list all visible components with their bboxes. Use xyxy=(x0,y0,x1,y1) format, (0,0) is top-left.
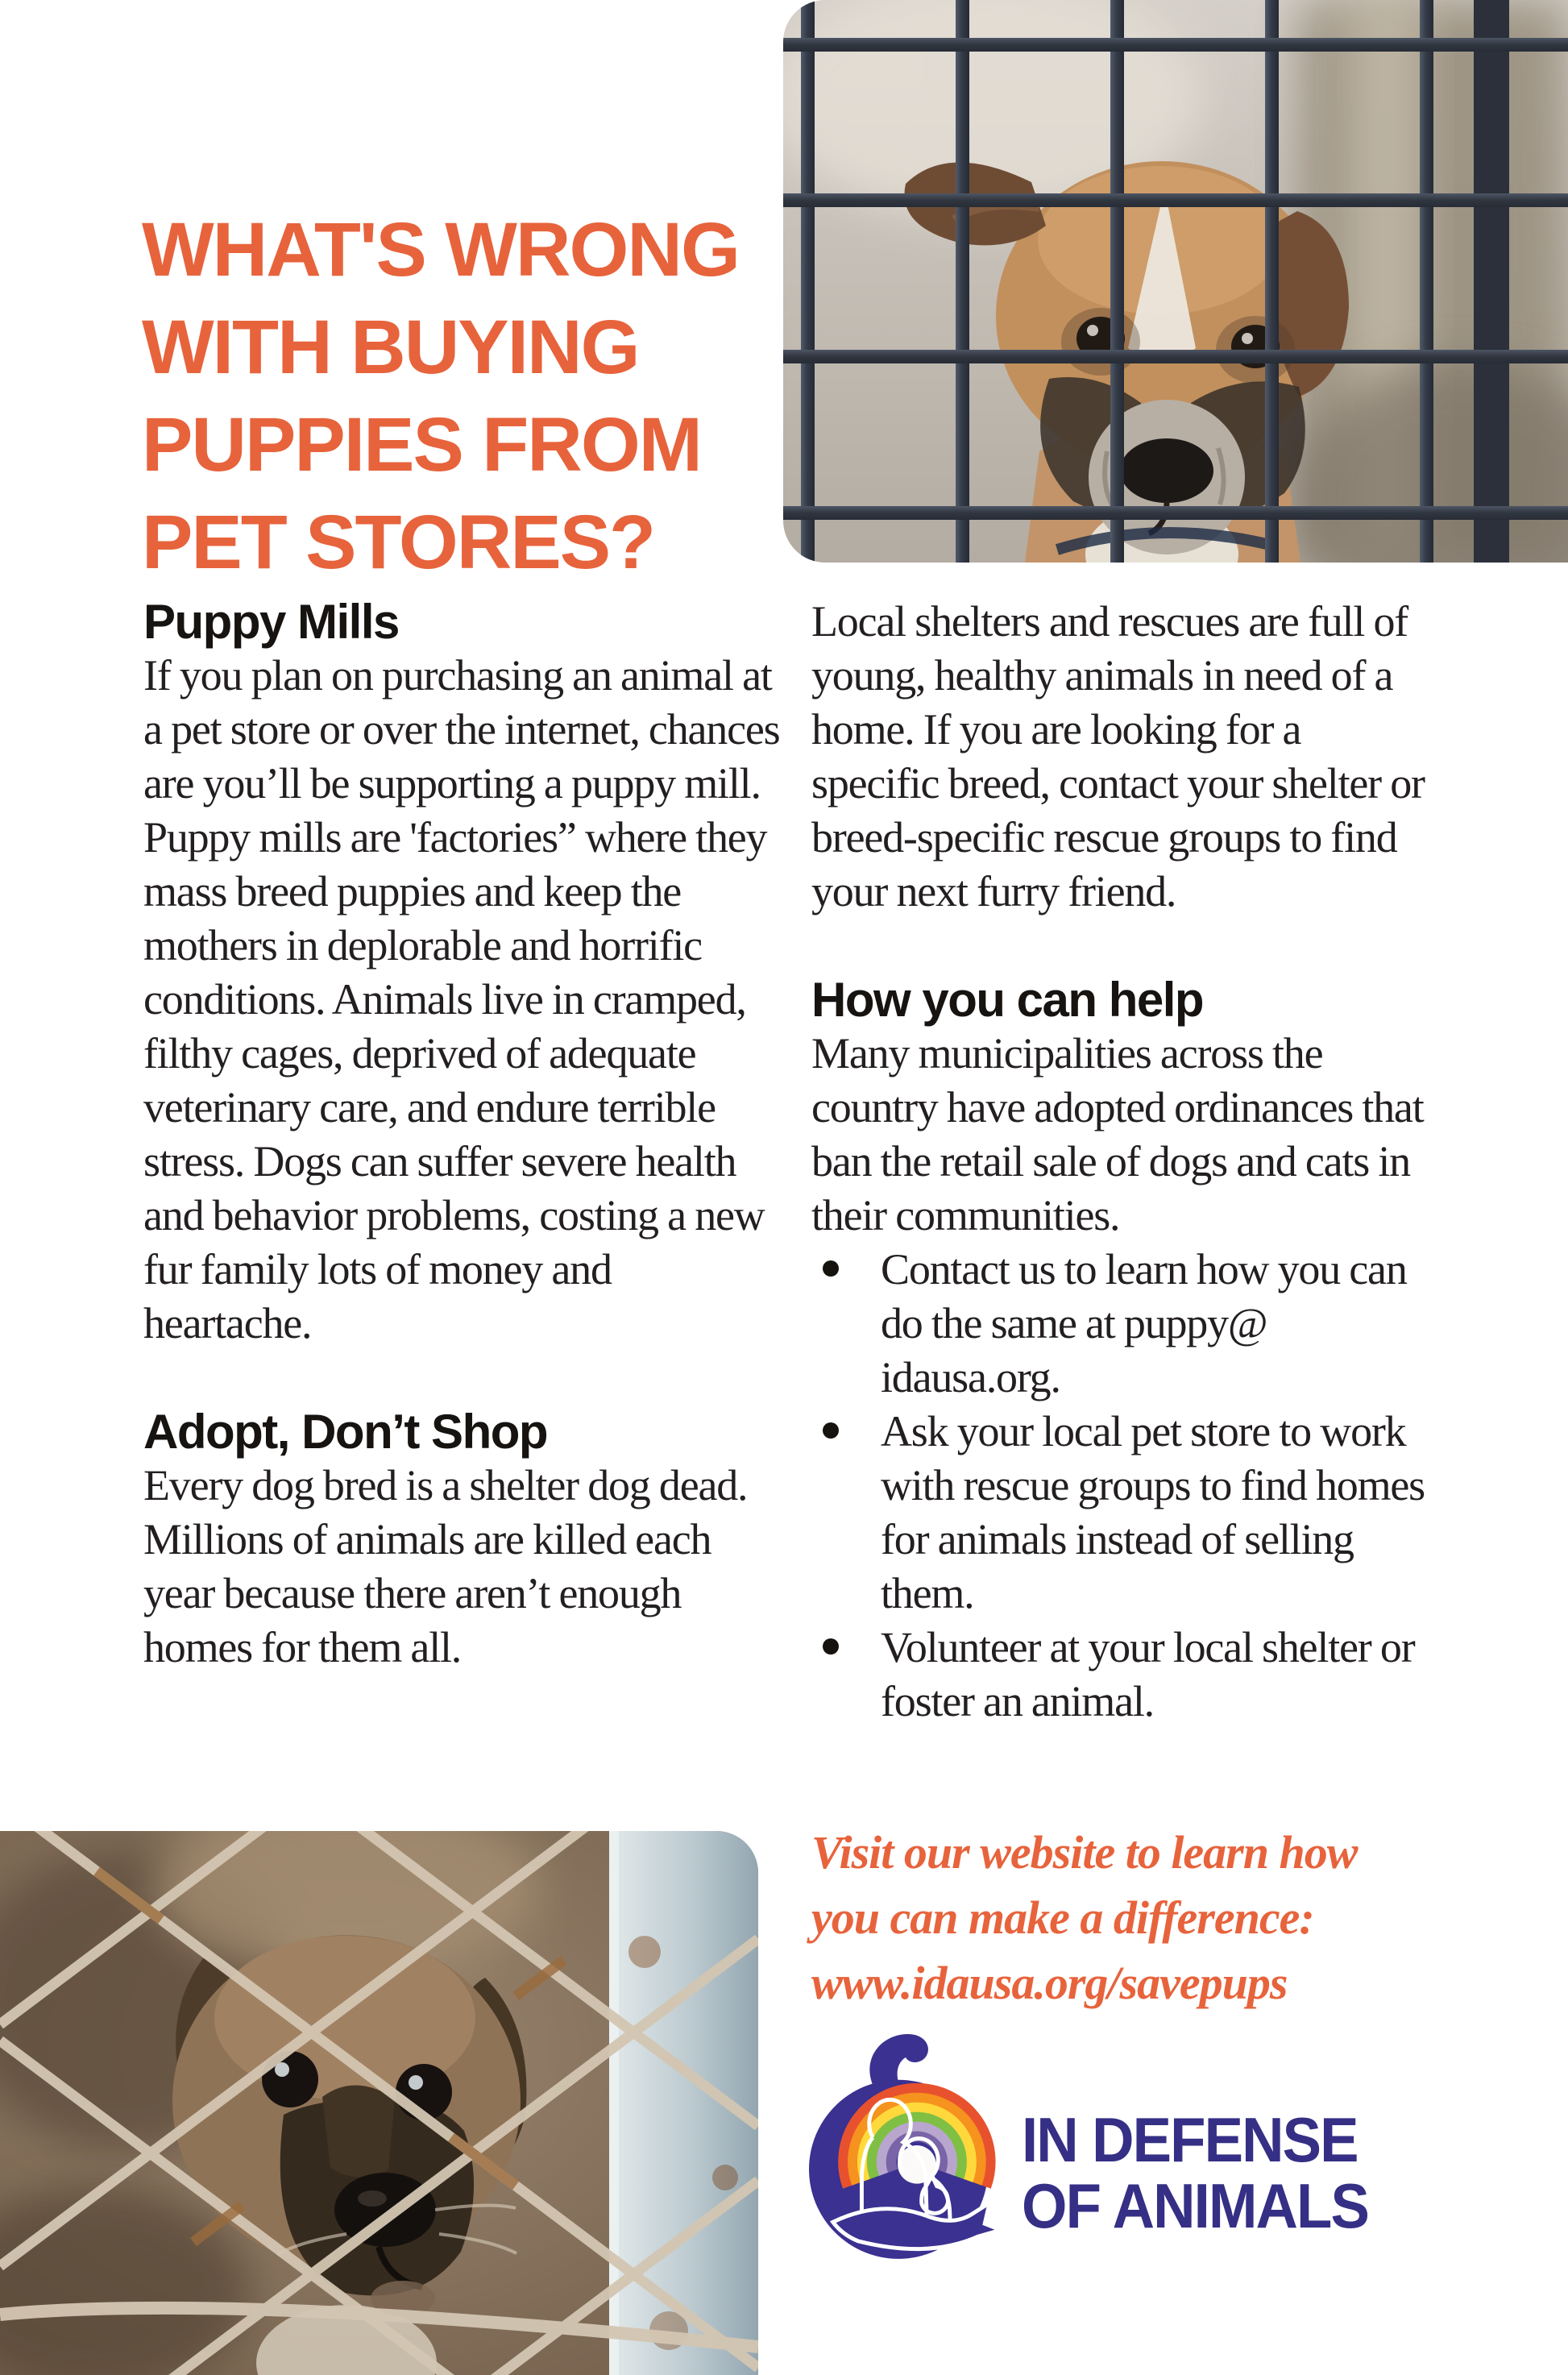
section-body: Many municipalities across the country have adopted ordinances that ban the retail sale of dogs and cats in their communities. xyxy=(811,1029,1424,1239)
cta-line: you can make a difference: xyxy=(811,1891,1314,1944)
logo-line: OF ANIMALS xyxy=(1022,2170,1369,2241)
section-how-you-can-help xyxy=(811,973,1430,1729)
help-bullet-list xyxy=(811,1243,1430,1729)
cta-url: www.idausa.org/savepups xyxy=(811,1957,1288,2009)
shelters-paragraph: Local shelters and rescues are full of young, healthy animals in need of a home. If you are looking for a specific breed, contact your shelter or breed-specific rescue groups to find your next furry friend. xyxy=(811,597,1425,916)
page-title xyxy=(142,201,739,592)
left-text-column xyxy=(143,595,788,1675)
cta-line: Visit our website to learn how xyxy=(811,1826,1358,1879)
section-body: Every dog bred is a shelter dog dead. Millions of animals are killed each year because there aren’t enough homes for them all. xyxy=(143,1461,748,1671)
ida-logo-wordmark xyxy=(1022,2104,1369,2241)
bullet-item: Contact us to learn how you can do the same at puppy@ idausa.org. xyxy=(811,1243,1430,1405)
section-heading: Puppy Mills xyxy=(143,595,399,649)
ida-logo-emblem xyxy=(809,2029,1001,2265)
section-heading: How you can help xyxy=(811,973,1204,1027)
fence-puppy-illustration xyxy=(0,1831,758,2375)
headline-line: WITH BUYING xyxy=(142,304,639,390)
section-puppy-mills xyxy=(143,595,788,1351)
bullet-item: Volunteer at your local shelter or foster an animal. xyxy=(811,1621,1430,1729)
website-call-to-action xyxy=(811,1820,1357,2016)
caged-puppy-illustration xyxy=(783,0,1568,563)
caged-puppy-photo-top xyxy=(783,0,1568,563)
bullet-item: Ask your local pet store to work with rescue groups to find homes for animals instead of selling them. xyxy=(811,1405,1430,1621)
ida-logo xyxy=(809,2029,1394,2265)
headline-line: PET STORES? xyxy=(142,499,655,585)
right-text-column xyxy=(811,595,1430,1729)
logo-line: IN DEFENSE xyxy=(1022,2104,1358,2175)
section-heading: Adopt, Don’t Shop xyxy=(143,1405,548,1459)
section-adopt-dont-shop xyxy=(143,1405,788,1675)
headline-line: PUPPIES FROM xyxy=(142,401,701,488)
fence-puppy-photo-bottom xyxy=(0,1831,758,2375)
section-body: If you plan on purchasing an animal at a pet store or over the internet, chances are you’ll be supporting a puppy mill. Puppy mills are 'factories” where they mass breed puppies and keep the mothers in deplorable and horrific conditions. Animals live in cramped, filthy cages, deprived of adequate veterinary care, and endure terrible stress. Dogs can suffer severe health and behavior problems, costing a new fur family lots of money and heartache. xyxy=(143,651,780,1347)
headline-line: WHAT'S WRONG xyxy=(142,206,739,293)
